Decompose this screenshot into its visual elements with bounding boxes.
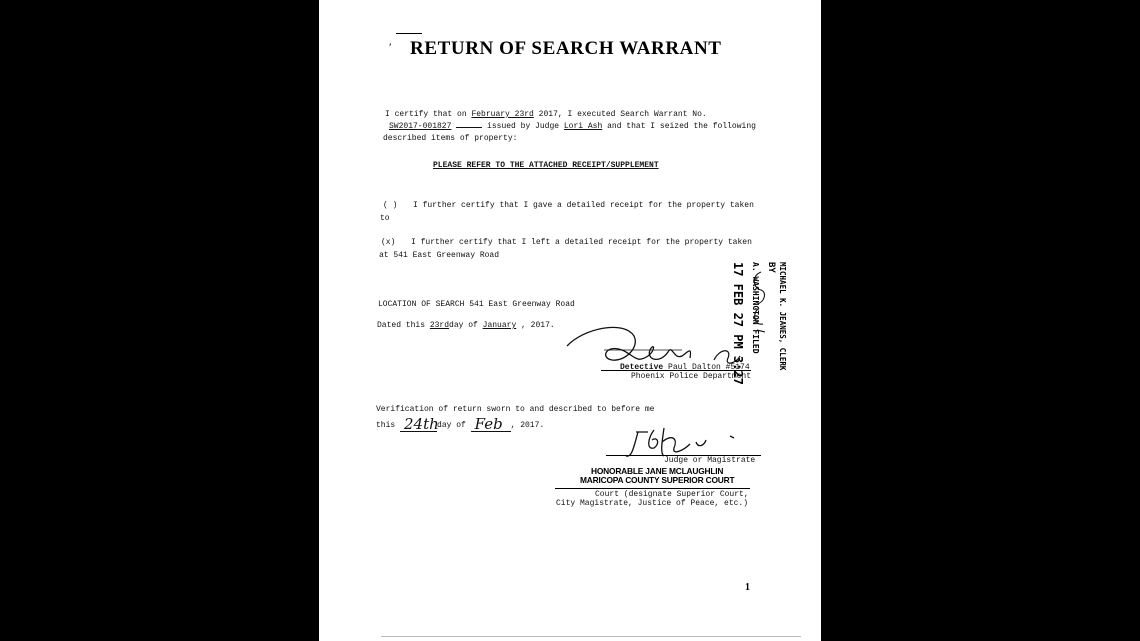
verification-date-line: this 24th day of Feb , 2017. [376, 415, 545, 433]
document-page [319, 0, 821, 641]
verification-day-field [400, 415, 439, 433]
location-of-search: LOCATION OF SEARCH 541 East Greenway Road [378, 300, 575, 309]
clerk-initials [747, 268, 771, 338]
certify-line-3: described items of property: [383, 134, 518, 143]
option-left-line-2: at 541 East Greenway Road [379, 251, 500, 260]
court-signature-line [555, 488, 750, 489]
refer-heading: PLEASE REFER TO THE ATTACHED RECEIPT/SUPPLEMENT [433, 161, 659, 170]
option-gave-line-2: to [380, 214, 390, 223]
option-gave-receipt: ( ) I further certify that I gave a detailed receipt for the property taken [383, 201, 754, 210]
option-left-checkbox: (x) [381, 238, 396, 247]
clerk-filed-stamp: MICHAEL K. JEANES, CLERK BY A. WASHINGTON FILED 17 FEB 27 PM 3:27 [731, 262, 787, 385]
judge-label: Judge or Magistrate [664, 456, 756, 465]
certify-line-1: I certify that on February 23rd 2017, I executed Search Warrant No. [385, 110, 707, 119]
page-number: 1 [745, 582, 750, 593]
header-mark [396, 33, 422, 34]
stray-mark: ′ [389, 40, 392, 54]
detective-label: Detective [620, 363, 664, 372]
dated-day: 23rd [429, 321, 450, 330]
warrant-number: SW2017-001827 [389, 122, 452, 131]
judge-name: Lori Ash [563, 122, 603, 131]
court-name-stamp: MARICOPA COUNTY SUPERIOR COURT [580, 475, 735, 485]
verification-day: 24th [404, 415, 439, 433]
option-gave-checkbox: ( ) [383, 201, 398, 210]
executed-date: February 23rd [471, 110, 534, 119]
dated-month: January [482, 321, 517, 330]
option-left-receipt: (x) I further certify that I left a detailed receipt for the property taken [381, 238, 752, 247]
detective-name: Paul Dalton #5174 [668, 363, 750, 372]
certify-line-2: SW2017-001827 issued by Judge Lori Ash and that I seized the following [389, 122, 756, 131]
verification-month: Feb [474, 415, 503, 433]
dated-line: Dated this 23rdday of January , 2017. [377, 321, 555, 330]
document-title: RETURN OF SEARCH WARRANT [410, 38, 722, 59]
scan-edge [381, 636, 801, 637]
judge-name-stamp: HONORABLE JANE MCLAUGHLIN [591, 466, 724, 476]
court-designation-line-2: City Magistrate, Justice of Peace, etc.) [556, 499, 749, 508]
verification-month-field [471, 415, 511, 433]
court-designation-line-1: Court (designate Superior Court, [595, 490, 749, 499]
verification-line: Verification of return sworn to and described to before me [376, 405, 655, 414]
detective-department: Phoenix Police Department [631, 372, 752, 381]
warrant-underline [456, 127, 482, 128]
